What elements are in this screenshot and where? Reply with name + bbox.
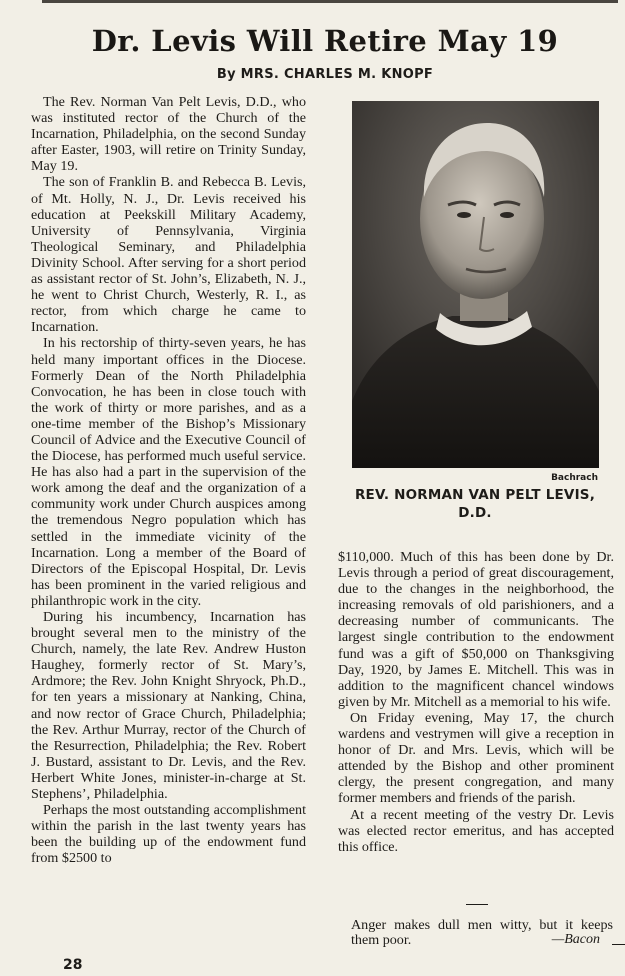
photo-caption: REV. NORMAN VAN PELT LEVIS, D.D. bbox=[354, 487, 596, 521]
paragraph: Perhaps the most outstanding accomplishment within the parish in the last twenty years has been the building up of the endowment fund from $2500 to bbox=[31, 802, 306, 867]
left-column bbox=[31, 94, 306, 867]
portrait-image bbox=[352, 101, 599, 468]
paragraph: In his rectorship of thirty-seven years, he has held many important offices in the Diocese. Formerly Dean of the North Philadelphia Convocation, he has been in close touch with the work of thirty or more parishes, and as a one-time member of the Bishop’s Missionary Council of Advice and the Executive Council of the Diocese, has performed much useful service. He has also had a part in the supervision of the work among the deaf and the organization of a community work under Church auspices among the tremendous Negro population which has settled in the immediate vicinity of the Incarnation. Long a member of the Board of Directors of the Episcopal Hospital, Dr. Levis has been prominent in the varied religious and philanthropic work in the city. bbox=[31, 335, 306, 609]
right-column bbox=[338, 549, 614, 855]
paragraph: During his incumbency, Incarnation has brought several men to the ministry of the Church, namely, the late Rev. Andrew Huston Haughey, formerly rector of St. Mary’s, Ardmore; the Rev. John Knight Shryock, Ph.D., for ten years a missionary at Nanking, China, and now rector of Grace Church, Philadelphia; the Rev. Arthur Murray, rector of the Church of the Resurrection, Philadelphia; the Rev. Robert J. Bustard, assistant to Dr. Levis, and the Rev. Herbert White Jones, minister-in-charge at St. Stephens’, Philadelphia. bbox=[31, 609, 306, 803]
edge-rule bbox=[612, 944, 625, 945]
quote-attribution: —Bacon bbox=[551, 932, 600, 947]
top-rule bbox=[42, 0, 618, 3]
photo-credit: Bachrach bbox=[551, 473, 598, 483]
article-byline: By MRS. CHARLES M. KNOPF bbox=[216, 67, 434, 82]
portrait-photo bbox=[352, 101, 599, 468]
filler-quote: Anger makes dull men witty, but it keeps them poor. bbox=[351, 917, 613, 948]
paragraph: On Friday evening, May 17, the church wardens and vestrymen will give a reception in honor of Dr. and Mrs. Levis, which will be attended by the Bishop and other prominent clergy, the present congregation, and many former members and friends of the parish. bbox=[338, 709, 614, 807]
section-divider bbox=[466, 904, 488, 905]
page-number: 28 bbox=[63, 957, 83, 973]
paragraph: At a recent meeting of the vestry Dr. Levis was elected rector emeritus, and has accepted this office. bbox=[338, 806, 614, 855]
paragraph: The Rev. Norman Van Pelt Levis, D.D., who was instituted rector of the Church of the Incarnation, Philadelphia, on the second Sunday after Easter, 1903, will retire on Trinity Sunday, May 19. bbox=[31, 94, 306, 175]
article-title: Dr. Levis Will Retire May 19 bbox=[91, 24, 559, 58]
paragraph: The son of Franklin B. and Rebecca B. Levis, of Mt. Holly, N. J., Dr. Levis received his education at Peekskill Military Academy, University of Pennsylvania, Virginia Theological Seminary, and Philadelphia Divinity School. After serving for a short period as assistant rector of St. John’s, Elizabeth, N. J., he went to Christ Church, Westerly, R. I., as rector, from which charge he came to Incarnation. bbox=[31, 174, 306, 336]
paragraph: $110,000. Much of this has been done by Dr. Levis through a period of great discouragement, due to the changes in the neighborhood, the increasing removals of old parishioners, and a decreasing number of communicants. The largest single contribution to the endowment fund was a gift of $50,000 on Thanksgiving Day, 1920, by James E. Mitchell. This was in addition to the magnificent chancel windows given by Mr. Mitchell as a memorial to his wife. bbox=[338, 549, 614, 710]
